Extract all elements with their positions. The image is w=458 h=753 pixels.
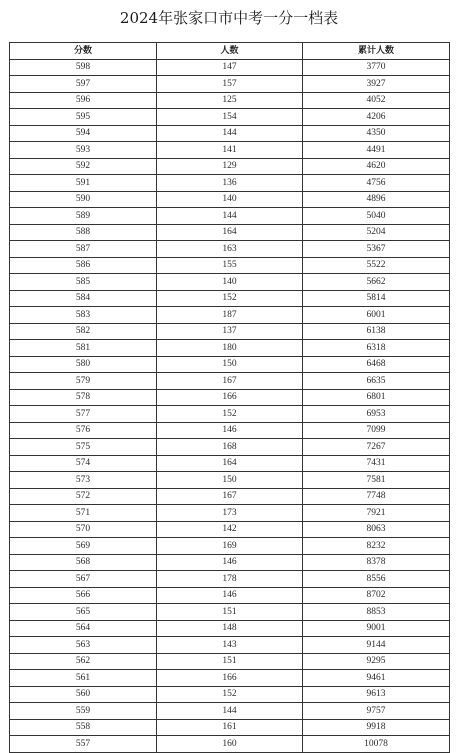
table-row	[10, 686, 450, 703]
cell-count: 151	[157, 604, 303, 621]
cell-score: 592	[10, 158, 157, 175]
cell-cumulative: 6318	[303, 340, 450, 357]
table-row	[10, 191, 450, 208]
cell-score: 569	[10, 538, 157, 555]
table-row	[10, 620, 450, 637]
table-row	[10, 290, 450, 307]
cell-cumulative: 7099	[303, 422, 450, 439]
cell-count: 173	[157, 505, 303, 522]
cell-cumulative: 9757	[303, 703, 450, 720]
cell-count: 125	[157, 92, 303, 109]
cell-score: 572	[10, 488, 157, 505]
table-row	[10, 521, 450, 538]
cell-score: 598	[10, 59, 157, 76]
table-row	[10, 571, 450, 588]
cell-score: 563	[10, 637, 157, 654]
cell-cumulative: 7267	[303, 439, 450, 456]
cell-score: 574	[10, 455, 157, 472]
cell-score: 591	[10, 175, 157, 192]
cell-cumulative: 7431	[303, 455, 450, 472]
cell-cumulative: 6953	[303, 406, 450, 423]
cell-cumulative: 8853	[303, 604, 450, 621]
cell-score: 596	[10, 92, 157, 109]
table-row	[10, 142, 450, 159]
table-row	[10, 340, 450, 357]
cell-count: 152	[157, 686, 303, 703]
cell-cumulative: 4052	[303, 92, 450, 109]
table-row	[10, 76, 450, 93]
cell-cumulative: 8556	[303, 571, 450, 588]
cell-count: 180	[157, 340, 303, 357]
table-row	[10, 488, 450, 505]
cell-count: 151	[157, 653, 303, 670]
column-header-cumulative: 累计人数	[303, 43, 450, 60]
table-row	[10, 323, 450, 340]
cell-count: 144	[157, 125, 303, 142]
table-row	[10, 109, 450, 126]
cell-count: 147	[157, 59, 303, 76]
cell-score: 582	[10, 323, 157, 340]
table-row	[10, 389, 450, 406]
cell-count: 166	[157, 389, 303, 406]
cell-count: 146	[157, 587, 303, 604]
score-distribution-table	[9, 42, 450, 753]
cell-score: 562	[10, 653, 157, 670]
table-row	[10, 125, 450, 142]
cell-score: 565	[10, 604, 157, 621]
table-row	[10, 472, 450, 489]
cell-cumulative: 4350	[303, 125, 450, 142]
cell-score: 560	[10, 686, 157, 703]
cell-cumulative: 8232	[303, 538, 450, 555]
cell-cumulative: 4896	[303, 191, 450, 208]
cell-score: 587	[10, 241, 157, 258]
cell-count: 164	[157, 455, 303, 472]
cell-score: 579	[10, 373, 157, 390]
cell-cumulative: 9613	[303, 686, 450, 703]
cell-score: 588	[10, 224, 157, 241]
cell-count: 168	[157, 439, 303, 456]
cell-score: 585	[10, 274, 157, 291]
cell-score: 559	[10, 703, 157, 720]
cell-score: 578	[10, 389, 157, 406]
cell-count: 157	[157, 76, 303, 93]
cell-score: 568	[10, 554, 157, 571]
cell-cumulative: 9461	[303, 670, 450, 687]
cell-score: 571	[10, 505, 157, 522]
cell-cumulative: 8702	[303, 587, 450, 604]
cell-count: 150	[157, 356, 303, 373]
cell-score: 566	[10, 587, 157, 604]
cell-cumulative: 6801	[303, 389, 450, 406]
cell-count: 155	[157, 257, 303, 274]
cell-score: 589	[10, 208, 157, 225]
cell-score: 597	[10, 76, 157, 93]
cell-cumulative: 6001	[303, 307, 450, 324]
cell-score: 580	[10, 356, 157, 373]
table-row	[10, 670, 450, 687]
cell-cumulative: 10078	[303, 736, 450, 753]
cell-score: 557	[10, 736, 157, 753]
cell-cumulative: 6468	[303, 356, 450, 373]
table-row	[10, 406, 450, 423]
cell-count: 152	[157, 290, 303, 307]
cell-count: 136	[157, 175, 303, 192]
table-row	[10, 224, 450, 241]
table-row	[10, 554, 450, 571]
cell-cumulative: 9001	[303, 620, 450, 637]
cell-count: 148	[157, 620, 303, 637]
table-row	[10, 653, 450, 670]
column-header-score: 分数	[10, 43, 157, 60]
cell-cumulative: 8063	[303, 521, 450, 538]
table-row	[10, 719, 450, 736]
cell-cumulative: 7748	[303, 488, 450, 505]
table-row	[10, 373, 450, 390]
cell-cumulative: 4756	[303, 175, 450, 192]
cell-cumulative: 5204	[303, 224, 450, 241]
cell-score: 584	[10, 290, 157, 307]
cell-cumulative: 5522	[303, 257, 450, 274]
cell-score: 570	[10, 521, 157, 538]
cell-count: 169	[157, 538, 303, 555]
cell-score: 593	[10, 142, 157, 159]
cell-count: 129	[157, 158, 303, 175]
cell-count: 137	[157, 323, 303, 340]
cell-cumulative: 4491	[303, 142, 450, 159]
cell-count: 160	[157, 736, 303, 753]
cell-score: 577	[10, 406, 157, 423]
cell-score: 594	[10, 125, 157, 142]
cell-count: 178	[157, 571, 303, 588]
cell-cumulative: 4206	[303, 109, 450, 126]
cell-count: 167	[157, 488, 303, 505]
cell-score: 590	[10, 191, 157, 208]
cell-score: 583	[10, 307, 157, 324]
cell-count: 187	[157, 307, 303, 324]
table-row	[10, 257, 450, 274]
cell-count: 154	[157, 109, 303, 126]
cell-cumulative: 4620	[303, 158, 450, 175]
table-row	[10, 274, 450, 291]
table-row	[10, 587, 450, 604]
cell-count: 144	[157, 703, 303, 720]
cell-cumulative: 6635	[303, 373, 450, 390]
table-row	[10, 439, 450, 456]
table-row	[10, 604, 450, 621]
cell-count: 146	[157, 554, 303, 571]
table-row	[10, 422, 450, 439]
cell-count: 146	[157, 422, 303, 439]
cell-score: 581	[10, 340, 157, 357]
cell-count: 163	[157, 241, 303, 258]
table-row	[10, 538, 450, 555]
table-row	[10, 455, 450, 472]
cell-count: 150	[157, 472, 303, 489]
cell-cumulative: 5814	[303, 290, 450, 307]
table-row	[10, 92, 450, 109]
cell-cumulative: 5662	[303, 274, 450, 291]
table-row	[10, 505, 450, 522]
cell-cumulative: 9918	[303, 719, 450, 736]
cell-count: 141	[157, 142, 303, 159]
cell-score: 558	[10, 719, 157, 736]
cell-score: 595	[10, 109, 157, 126]
page-title: 2024年张家口市中考一分一档表	[119, 9, 339, 27]
table-header	[10, 43, 450, 60]
table-row	[10, 637, 450, 654]
cell-count: 164	[157, 224, 303, 241]
cell-count: 161	[157, 719, 303, 736]
cell-score: 564	[10, 620, 157, 637]
cell-cumulative: 3927	[303, 76, 450, 93]
cell-score: 575	[10, 439, 157, 456]
cell-cumulative: 7581	[303, 472, 450, 489]
cell-count: 152	[157, 406, 303, 423]
table-row	[10, 208, 450, 225]
cell-cumulative: 7921	[303, 505, 450, 522]
cell-count: 166	[157, 670, 303, 687]
cell-cumulative: 6138	[303, 323, 450, 340]
cell-count: 142	[157, 521, 303, 538]
table-row	[10, 307, 450, 324]
table-row	[10, 356, 450, 373]
cell-score: 573	[10, 472, 157, 489]
column-header-count: 人数	[157, 43, 303, 60]
cell-cumulative: 3770	[303, 59, 450, 76]
cell-cumulative: 9295	[303, 653, 450, 670]
cell-cumulative: 8378	[303, 554, 450, 571]
cell-score: 567	[10, 571, 157, 588]
table-header-row	[10, 43, 450, 60]
cell-score: 561	[10, 670, 157, 687]
table-row	[10, 158, 450, 175]
table-row	[10, 175, 450, 192]
table-body	[10, 59, 450, 752]
cell-count: 167	[157, 373, 303, 390]
cell-count: 143	[157, 637, 303, 654]
cell-score: 586	[10, 257, 157, 274]
cell-count: 140	[157, 274, 303, 291]
table-row	[10, 59, 450, 76]
table-row	[10, 241, 450, 258]
table-row	[10, 703, 450, 720]
cell-cumulative: 9144	[303, 637, 450, 654]
cell-cumulative: 5040	[303, 208, 450, 225]
cell-count: 140	[157, 191, 303, 208]
cell-count: 144	[157, 208, 303, 225]
cell-cumulative: 5367	[303, 241, 450, 258]
cell-score: 576	[10, 422, 157, 439]
